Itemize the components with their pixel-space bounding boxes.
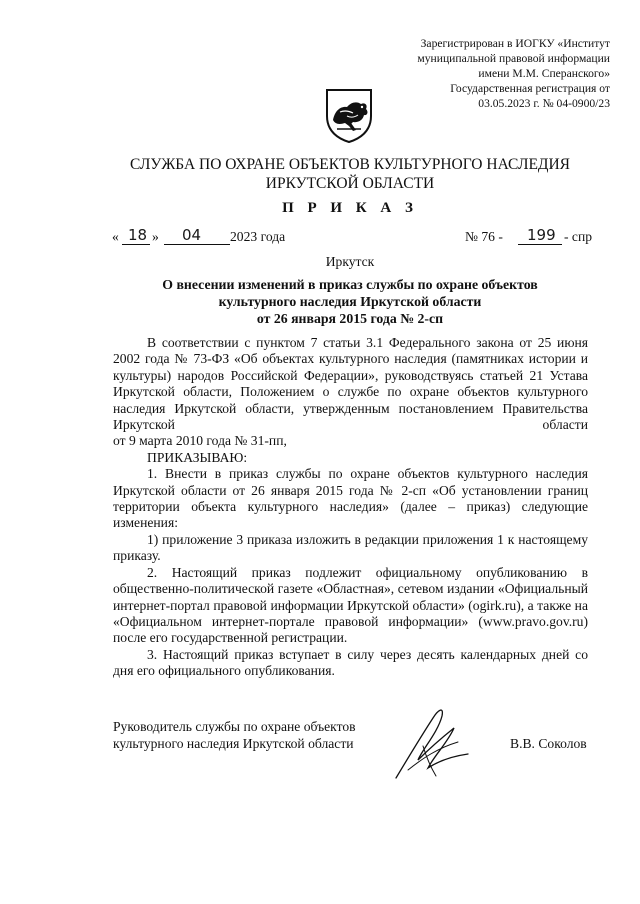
date-quote-close: » [152, 229, 159, 244]
day-underline [122, 244, 150, 245]
order-number-suffix: - спр [564, 229, 593, 244]
signatory-name: В.В. Соколов [510, 736, 587, 751]
order-number-prefix: № 76 - [465, 229, 503, 244]
coat-of-arms-icon [323, 86, 375, 144]
order-year: 2023 года [230, 229, 286, 244]
month-underline [164, 244, 230, 245]
order-word: ПРИКАЗЫВАЮ: [147, 449, 248, 465]
registration-line: имени М.М. Сперанского» [478, 67, 610, 80]
service-name: СЛУЖБА ПО ОХРАНЕ ОБЪЕКТОВ КУЛЬТУРНОГО НАСЛЕДИЯ ИРКУТСКОЙ ОБЛАСТИ [129, 156, 571, 192]
order-date-number-row [112, 226, 612, 249]
preamble-paragraph: В соответствии с пунктом 7 статьи 3.1 Федерального закона от 25 июня 2002 года № 73-ФЗ «Об объектах культурного наследия (памятниках истории и культуры) народов Российской Федерации», руководствуясь статьей 21 Устава Иркутской области, Положением о службе по охране объектов культурного наследия Иркутской области, утвержденным постановлением Правительства Иркутской области [113, 335, 588, 433]
number-underline [518, 244, 562, 245]
signatory-role: Руководитель службы по охране объектов культурного наследия Иркутской области [113, 719, 356, 751]
order-month: 04 [182, 226, 202, 244]
signature-block [113, 718, 593, 798]
registration-line: муниципальной правовой информации [417, 52, 610, 65]
document-type: П Р И К А З [282, 200, 418, 216]
preamble-end: от 9 марта 2010 года № 31-пп, [113, 433, 287, 449]
item-2-paragraph: 2. Настоящий приказ подлежит официальному опубликованию в общественно-политической газете «Областная», сетевом издании «Официальный интернет-портал правовой информации Иркутской области» (ogirk.ru), а также на «Официальном интернет-портале правовой информации» (www.pravo.gov.ru) после его государственной регистрации. [113, 564, 588, 646]
registration-line: Зарегистрирован в ИОГКУ «Институт [420, 37, 610, 50]
order-title: О внесении изменений в приказ службы по охране объектов культурного наследия Иркутской области от 26 января 2015 года № 2-сп [162, 277, 538, 326]
order-body [113, 335, 588, 680]
handwritten-signature-icon [378, 698, 488, 788]
order-number: 199 [527, 226, 556, 244]
order-city: Иркутск [325, 254, 375, 269]
item-3-paragraph: 3. Настоящий приказ вступает в силу через десять календарных дней со дня его официального опубликования. [113, 646, 588, 679]
order-day: 18 [128, 226, 148, 244]
registration-line: Государственная регистрация от [450, 82, 610, 95]
item-1-paragraph: 1. Внести в приказ службы по охране объектов культурного наследия Иркутской области от 26 января 2015 года № 2-сп «Об установлении границ территории объекта культурного наследия» (далее – приказ) следующие изменения: [113, 466, 588, 531]
registration-stamp [370, 36, 610, 111]
registration-line: 03.05.2023 г. № 04-0900/23 [478, 97, 610, 110]
date-quote-open: « [112, 229, 119, 244]
item-1-1-paragraph: 1) приложение 3 приказа изложить в редакции приложения 1 к настоящему приказу. [113, 531, 588, 564]
